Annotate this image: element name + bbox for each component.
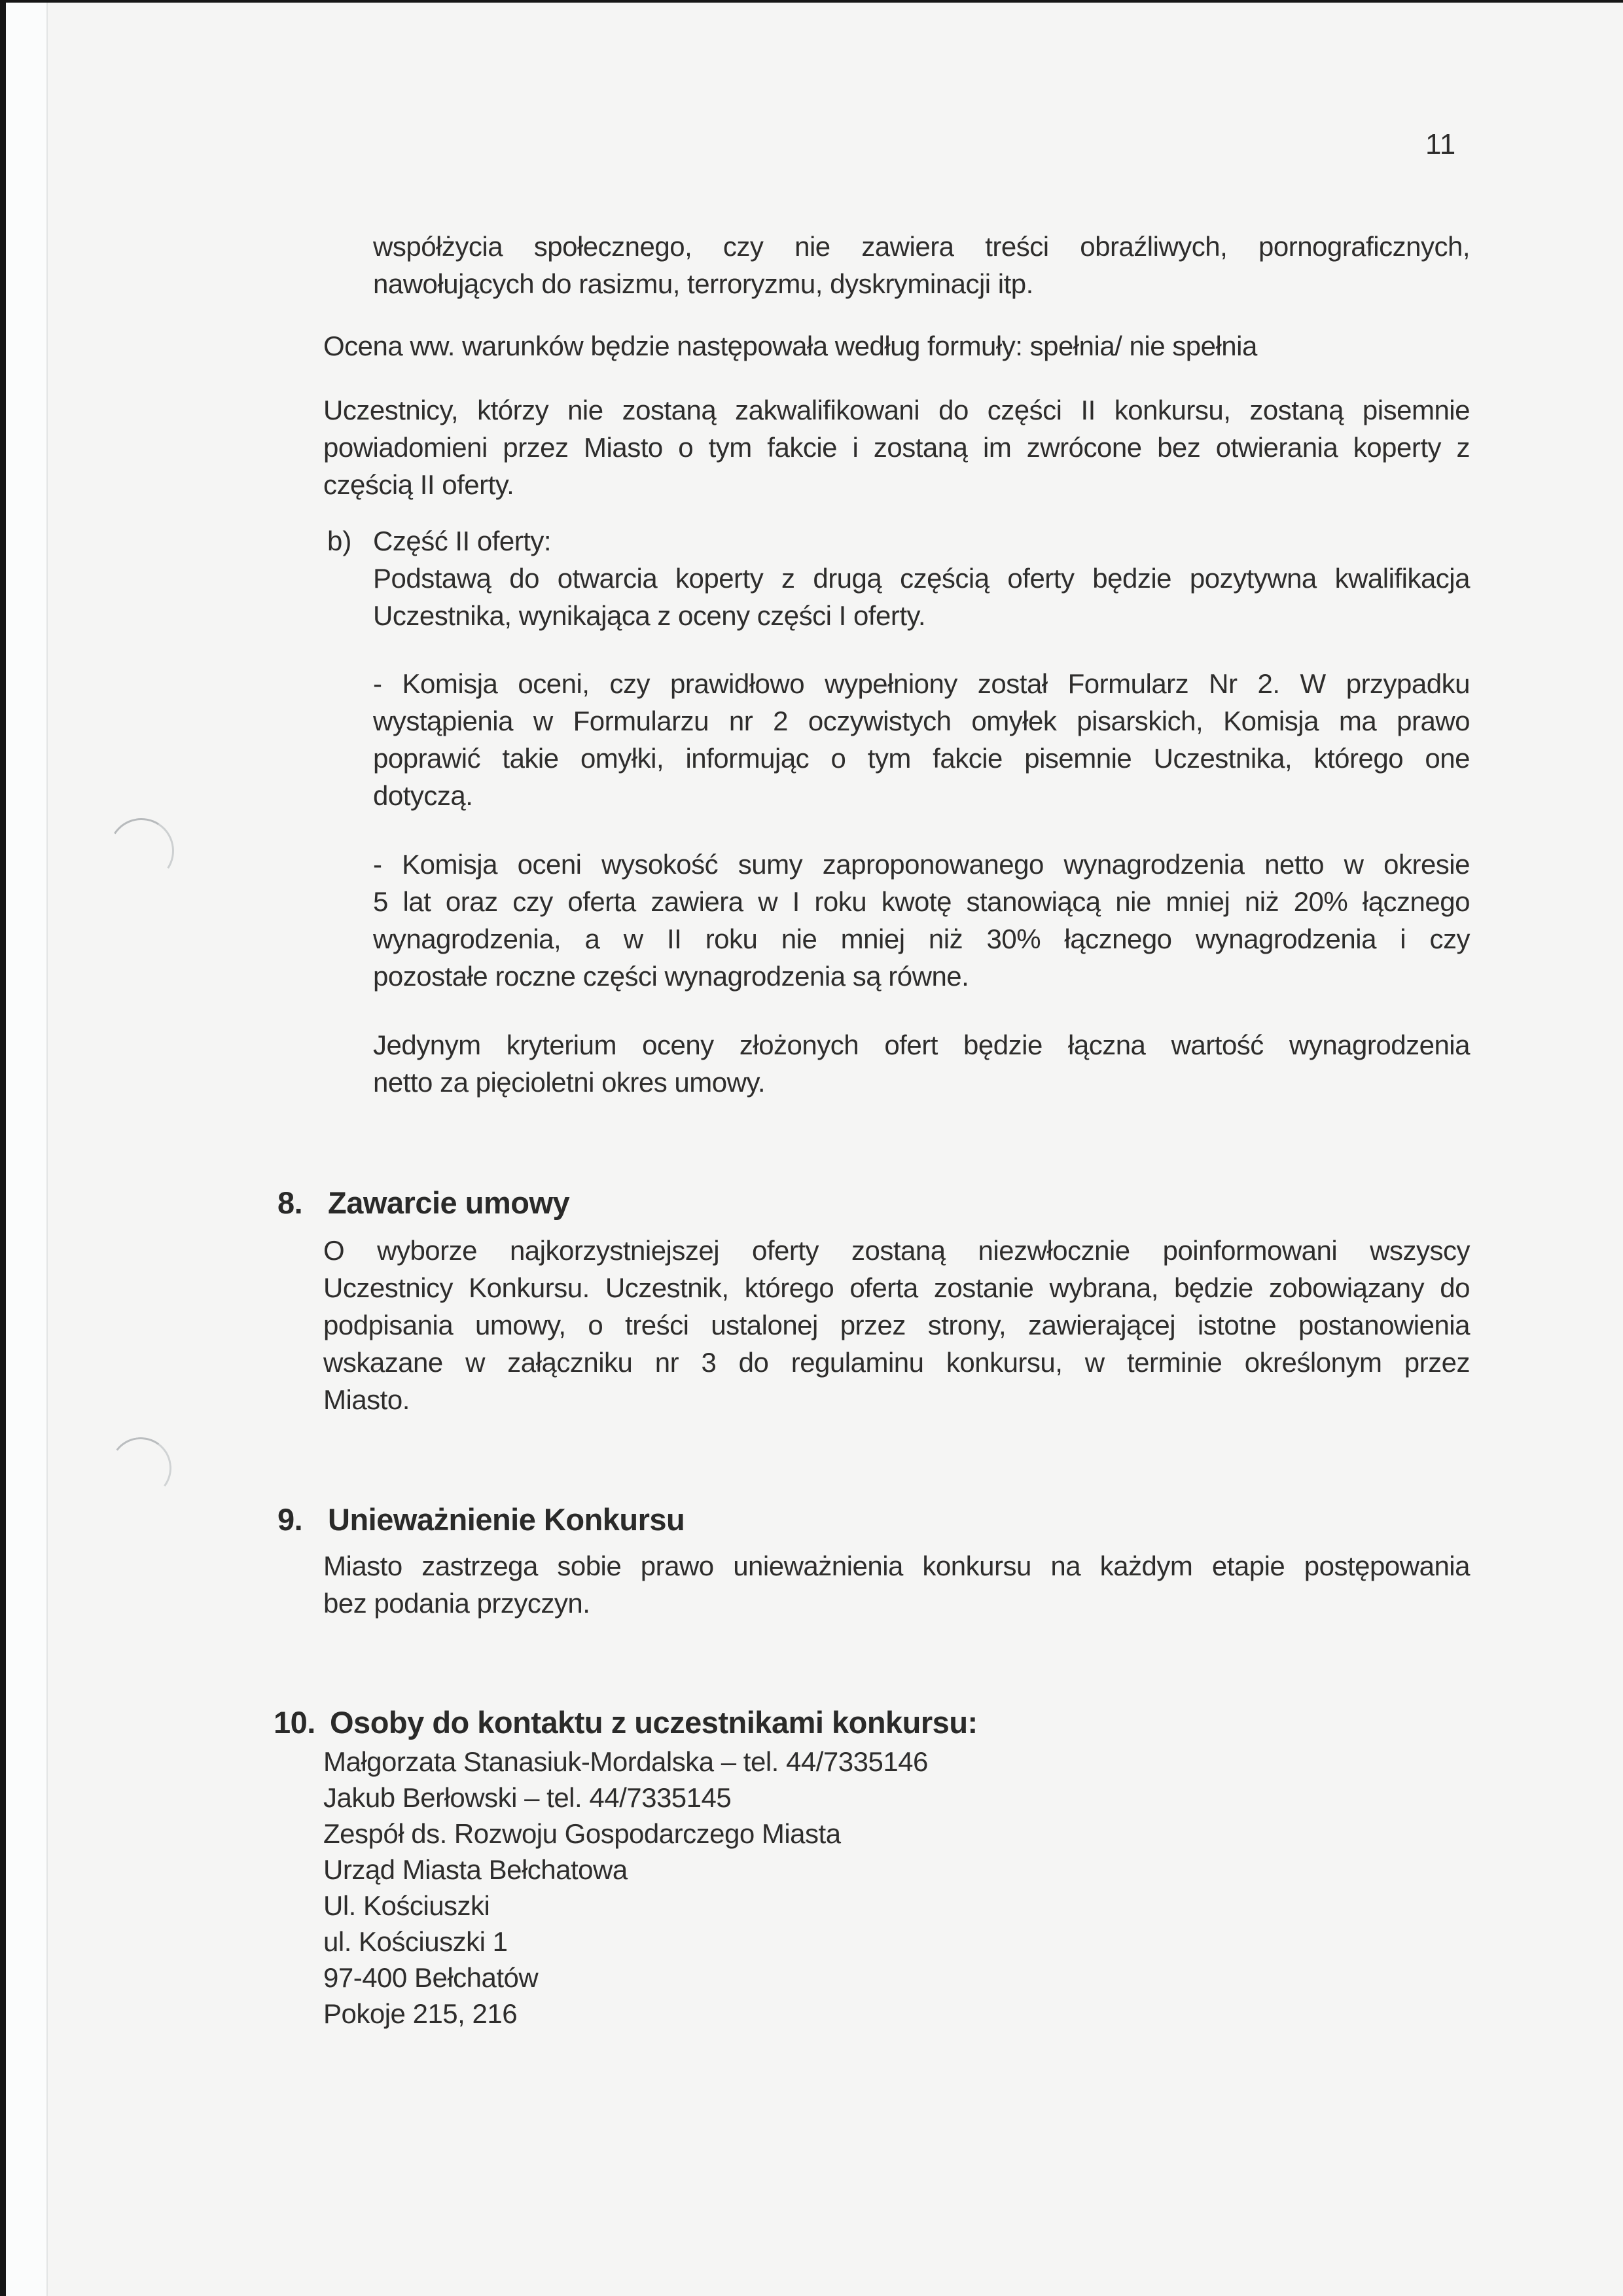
heading-title: Zawarcie umowy — [328, 1185, 570, 1220]
contact-line: Pokoje 215, 216 — [323, 1998, 518, 2029]
section-10-contacts — [323, 1744, 1470, 2032]
contact-line: ul. Kościuszki 1 — [323, 1926, 508, 1957]
list-label-b: b) — [327, 526, 352, 556]
heading-number: 10. — [274, 1705, 315, 1740]
text-line: podpisania umowy, o treści ustalonej przez strony, zawierającej istotne postanowienia — [323, 1310, 1470, 1340]
text-line: dotyczą. — [373, 780, 473, 811]
text-line: Część II oferty: — [373, 526, 552, 556]
paper-edge-line — [46, 3, 48, 2296]
text-line: Miasto zastrzega sobie prawo unieważnienia konkursu na każdym etapie postępowania — [323, 1551, 1470, 1581]
text-line: wynagrodzenia, a w II roku nie mniej niż 30% łącznego wynagrodzenia i czy — [373, 924, 1470, 954]
text-line: O wyborze najkorzystniejszej oferty zostaną niezwłocznie poinformowani wszyscy — [323, 1235, 1470, 1266]
text-line: Uczestnicy Konkursu. Uczestnik, którego oferta zostanie wybrana, będzie zobowiązany do — [323, 1272, 1470, 1303]
list-item-b — [373, 522, 1470, 634]
text-line: poprawić takie omyłki, informując o tym fakcie pisemnie Uczestnika, którego one — [373, 743, 1470, 774]
contact-line: Zespół ds. Rozwoju Gospodarczego Miasta — [323, 1818, 841, 1849]
text-line: netto za pięcioletni okres umowy. — [373, 1067, 766, 1098]
paragraph-jedynym — [373, 1026, 1470, 1101]
scanner-edge-left — [0, 0, 6, 2296]
scanner-edge-top — [0, 0, 1623, 3]
text-line: bez podania przyczyn. — [323, 1588, 590, 1619]
text-line: 5 lat oraz czy oferta zawiera w I roku kwotę stanowiącą nie mniej niż 20% łącznego — [373, 886, 1470, 917]
text-line: Jedynym kryterium oceny złożonych ofert będzie łączna wartość wynagrodzenia — [373, 1030, 1470, 1060]
text-line: częścią II oferty. — [323, 469, 514, 500]
heading-title: Osoby do kontaktu z uczestnikami konkursu: — [330, 1705, 978, 1740]
text-line: Miasto. — [323, 1384, 410, 1415]
section-9-heading — [277, 1500, 685, 1539]
section-9-body — [323, 1547, 1470, 1622]
heading-title: Unieważnienie Konkursu — [328, 1502, 685, 1537]
text-line: pozostałe roczne części wynagrodzenia są równe. — [373, 961, 969, 992]
text-line: powiadomieni przez Miasto o tym fakcie i zostaną im zwrócone bez otwierania koperty z — [323, 432, 1470, 463]
dash-bullet-2 — [373, 846, 1470, 995]
section-8-body — [323, 1232, 1470, 1418]
pen-mark-arc — [106, 1433, 175, 1503]
heading-number: 9. — [277, 1502, 303, 1537]
contact-line: Małgorzata Stanasiuk-Mordalska – tel. 44/7335146 — [323, 1746, 928, 1777]
paragraph-uczestnicy — [323, 391, 1470, 503]
paragraph-hanging — [373, 228, 1470, 302]
text-line: - Komisja oceni wysokość sumy zaproponowanego wynagrodzenia netto w okresie — [373, 849, 1470, 880]
text-line: wskazane w załączniku nr 3 do regulaminu konkursu, w terminie określonym przez — [323, 1347, 1470, 1378]
text-line: nawołujących do rasizmu, terroryzmu, dyskryminacji itp. — [373, 268, 1033, 299]
text-line: - Komisja oceni, czy prawidłowo wypełniony został Formularz Nr 2. W przypadku — [373, 668, 1470, 699]
text-line: Podstawą do otwarcia koperty z drugą częścią oferty będzie pozytywna kwalifikacja — [373, 563, 1470, 594]
text-line: wystąpienia w Formularzu nr 2 oczywistych omyłek pisarskich, Komisja ma prawo — [373, 706, 1470, 736]
page-number: 11 — [1425, 128, 1456, 160]
contact-line: 97-400 Bełchatów — [323, 1962, 539, 1993]
contact-line: Ul. Kościuszki — [323, 1890, 490, 1921]
text-line: Ocena ww. warunków będzie następowała według formuły: spełnia/ nie spełnia — [323, 331, 1257, 361]
pen-mark-arc — [103, 812, 181, 890]
contact-line: Urząd Miasta Bełchatowa — [323, 1854, 628, 1885]
heading-number: 8. — [277, 1185, 303, 1220]
section-8-heading — [277, 1183, 569, 1223]
text-line: Uczestnika, wynikająca z oceny części I oferty. — [373, 600, 926, 631]
text-line: współżycia społecznego, czy nie zawiera treści obraźliwych, pornograficznych, — [373, 231, 1470, 262]
scanner-margin — [6, 3, 46, 2296]
dash-bullet-1 — [373, 665, 1470, 814]
contact-line: Jakub Berłowski – tel. 44/7335145 — [323, 1782, 732, 1813]
section-10-heading — [274, 1703, 978, 1742]
text-line: Uczestnicy, którzy nie zostaną zakwalifikowani do części II konkursu, zostaną pisemnie — [323, 395, 1470, 425]
paragraph-ocena — [323, 327, 1470, 365]
